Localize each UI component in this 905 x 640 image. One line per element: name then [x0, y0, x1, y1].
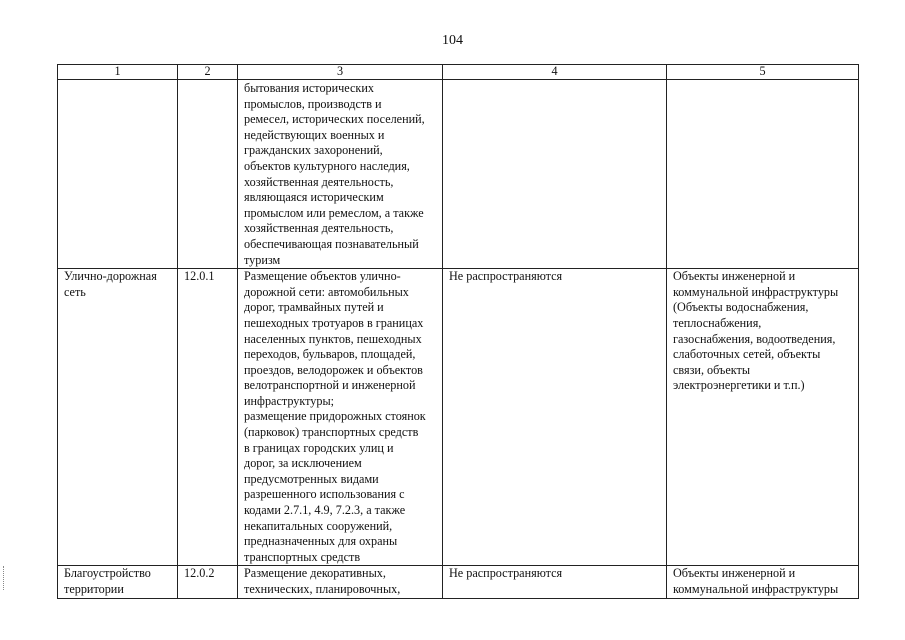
cell-description: Размещение объектов улично- дорожной сети: автомобильных дорог, трамвайных путей и пешеходных тротуаров в границах населенных пунктов, пешеходных переходов, бульваров, площадей, проездов, велодорожек и объектов велотранспортной и инженерной инфраструктуры; размещение придорожных стоянок (парковок) транспортных средств в границах городских улиц и дорог, за исключением предусмотренных видами разрешенного использования с кодами 2.7.1, 4.9, 7.2.3, а также некапитальных сооружений, предназначенных для охраны транспортных средств [238, 269, 443, 566]
cell-code: 12.0.1 [178, 269, 238, 566]
cell-restrictions: Не распространяются [443, 566, 667, 598]
column-header: 2 [178, 65, 238, 80]
cell-description: Размещение декоративных, технических, планировочных, [238, 566, 443, 598]
cell-name [58, 80, 178, 269]
cell-description: бытования исторических промыслов, производств и ремесел, исторических поселений, недействующих военных и гражданских захоронений, объектов культурного наследия, хозяйственная деятельность, являющаяся историческим промыслом или ремеслом, а также хозяйственная деятельность, обеспечивающая познавательный туризм [238, 80, 443, 269]
cell-code [178, 80, 238, 269]
cell-objects: Объекты инженерной и коммунальной инфраструктуры [667, 566, 859, 598]
table-row [58, 566, 859, 598]
column-header: 4 [443, 65, 667, 80]
cell-name: Улично-дорожная сеть [58, 269, 178, 566]
cell-restrictions [443, 80, 667, 269]
cell-objects: Объекты инженерной и коммунальной инфраструктуры (Объекты водоснабжения, теплоснабжения, газоснабжения, водоотведения, слаботочных сетей, объекты связи, объекты электроэнергетики и т.п.) [667, 269, 859, 566]
scan-margin-mark [3, 566, 8, 590]
column-header: 5 [667, 65, 859, 80]
regulations-table [57, 64, 859, 599]
column-header: 1 [58, 65, 178, 80]
cell-restrictions: Не распространяются [443, 269, 667, 566]
cell-name: Благоустройство территории [58, 566, 178, 598]
page-number: 104 [442, 33, 463, 48]
table-row [58, 80, 859, 269]
cell-objects [667, 80, 859, 269]
table-row [58, 269, 859, 566]
column-header: 3 [238, 65, 443, 80]
table-header-row [58, 65, 859, 80]
cell-code: 12.0.2 [178, 566, 238, 598]
